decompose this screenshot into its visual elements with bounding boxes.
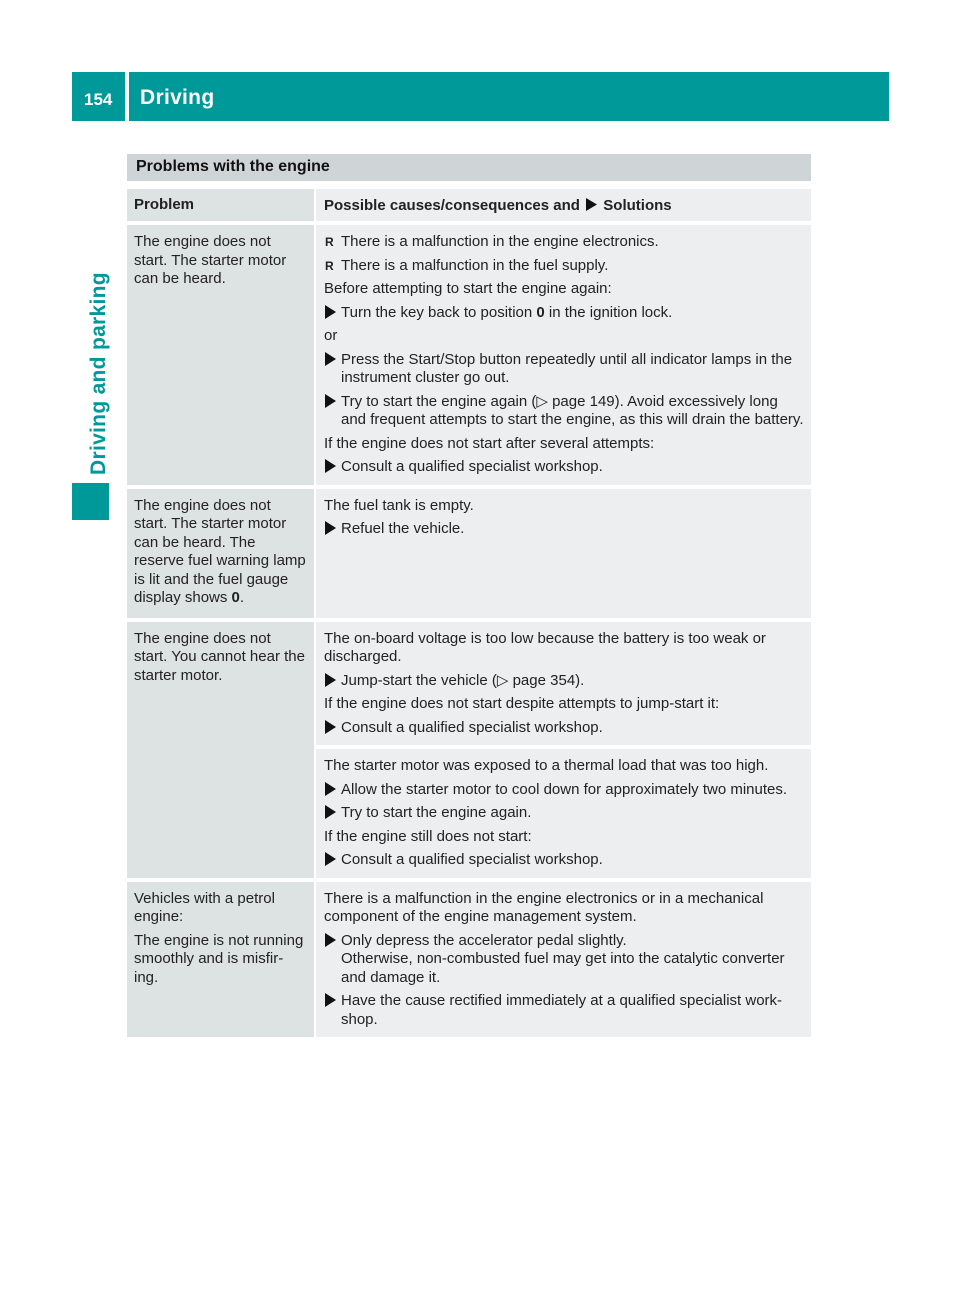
solution-text: The fuel tank is empty. <box>324 496 474 514</box>
solution-cell <box>314 489 811 618</box>
step-item <box>324 304 805 323</box>
column-header-problem: Problem <box>127 189 314 221</box>
step-item <box>324 851 805 870</box>
solution-text: If the engine still does not start: <box>324 827 532 845</box>
solution-text: Consult a qualified specialist workshop. <box>341 458 603 475</box>
solution-text: or <box>324 327 338 344</box>
text-line <box>324 757 805 776</box>
text-line <box>324 695 805 714</box>
table-header-row <box>127 189 811 225</box>
step-item <box>324 992 805 1029</box>
column-header-solutions <box>314 189 811 221</box>
problem-text: The engine is not running smoothly and is misfir- ing. <box>134 931 304 986</box>
column-header-solutions-label: Solutions <box>603 197 672 214</box>
step-arrow-icon <box>325 933 336 947</box>
table-row <box>127 489 811 622</box>
column-header-solutions-text: Possible causes/consequences and <box>324 197 580 214</box>
problem-cell <box>127 489 314 618</box>
solution-text: The on-board voltage is too low because the battery is too weak or discharged. <box>324 629 766 665</box>
solution-text: There is a malfunction in the fuel supply. <box>341 256 609 274</box>
solution-text: Only depress the accelerator pedal slightly. Otherwise, non-combusted fuel may get into the catalytic converter and damage it. <box>341 931 785 986</box>
bullet-item <box>324 257 805 276</box>
solution-text: If the engine does not start after several attempts: <box>324 434 655 452</box>
solution-text: There is a malfunction in the engine electronics or in a mechanical component of the engine management system. <box>324 889 764 925</box>
step-item <box>324 520 805 539</box>
table-row <box>127 622 811 882</box>
step-item <box>324 932 805 988</box>
step-arrow-icon <box>586 198 597 211</box>
section-title: Problems with the engine <box>127 154 811 181</box>
solution-text: Try to start the engine again (▷ page 149). Avoid excessively long and frequent attempts to start the engine, as this will drain the battery. <box>341 392 804 428</box>
problem-text: The engine does not start. You cannot hear the starter motor. <box>134 629 305 684</box>
solution-cell <box>314 225 811 485</box>
step-item <box>324 804 805 823</box>
chapter-title: Driving <box>140 86 215 109</box>
solution-text: If the engine does not start despite attempts to jump-start it: <box>324 695 720 712</box>
step-arrow-icon <box>325 305 336 319</box>
solution-text: The starter motor was exposed to a thermal load that was too high. <box>324 757 769 774</box>
step-arrow-icon <box>325 521 336 535</box>
table-row <box>127 225 811 489</box>
problems-table <box>127 189 811 1041</box>
text-line <box>324 327 805 346</box>
side-tab-label: Driving and parking <box>87 272 110 475</box>
solution-text: Press the Start/Stop button repeatedly until all indicator lamps in the instrument cluster go out. <box>341 350 793 386</box>
step-item <box>324 458 805 477</box>
page-number: 154 <box>84 90 113 109</box>
step-arrow-icon <box>325 459 336 473</box>
problem-text: The engine does not start. The starter motor can be heard. The reserve fuel warning lamp is lit and the fuel gauge display shows 0. <box>134 496 306 606</box>
solution-block <box>316 749 811 878</box>
problem-cell <box>127 882 314 1038</box>
text-line <box>324 435 805 454</box>
step-arrow-icon <box>325 720 336 734</box>
solution-text: Allow the starter motor to cool down for approximately two minutes. <box>341 780 788 798</box>
step-arrow-icon <box>325 993 336 1007</box>
step-item <box>324 351 805 388</box>
side-tab-marker <box>72 483 109 520</box>
solution-block <box>316 882 811 1038</box>
step-item <box>324 719 805 738</box>
problem-text: Vehicles with a petrol engine: <box>134 889 275 925</box>
solution-text: Refuel the vehicle. <box>341 520 465 537</box>
solution-text: There is a malfunction in the engine electronics. <box>341 233 659 250</box>
solution-text: Before attempting to start the engine again: <box>324 280 612 297</box>
text-line <box>324 828 805 847</box>
solution-block <box>316 225 811 485</box>
solution-text: Consult a qualified specialist workshop. <box>341 718 603 736</box>
text-line <box>324 890 805 927</box>
step-item <box>324 393 805 430</box>
problem-cell <box>127 622 314 878</box>
step-arrow-icon <box>325 805 336 819</box>
step-arrow-icon <box>325 673 336 687</box>
solution-text: Jump-start the vehicle (▷ page 354). <box>341 671 585 689</box>
step-item <box>324 672 805 691</box>
step-arrow-icon <box>325 782 336 796</box>
solution-text: Try to start the engine again. <box>341 804 532 821</box>
solution-block <box>316 622 811 750</box>
problem-cell <box>127 225 314 485</box>
solution-block <box>316 489 811 547</box>
problem-text: The engine does not start. The starter motor can be heard. <box>134 233 287 287</box>
text-line <box>324 630 805 667</box>
text-line <box>324 497 805 516</box>
bullet-item <box>324 233 805 252</box>
solution-cell <box>314 882 811 1038</box>
step-arrow-icon <box>325 394 336 408</box>
text-line <box>324 280 805 299</box>
solution-text: Turn the key back to position 0 in the ignition lock. <box>341 303 673 321</box>
header-divider <box>125 72 129 121</box>
table-row <box>127 882 811 1042</box>
solution-text: Consult a qualified specialist workshop. <box>341 851 603 868</box>
step-item <box>324 781 805 800</box>
solution-text: Have the cause rectified immediately at a qualified specialist work- shop. <box>341 992 783 1028</box>
step-arrow-icon <box>325 352 336 366</box>
bullet-icon: R <box>325 235 334 249</box>
step-arrow-icon <box>325 852 336 866</box>
solution-cell <box>314 622 811 878</box>
bullet-icon: R <box>325 258 334 273</box>
